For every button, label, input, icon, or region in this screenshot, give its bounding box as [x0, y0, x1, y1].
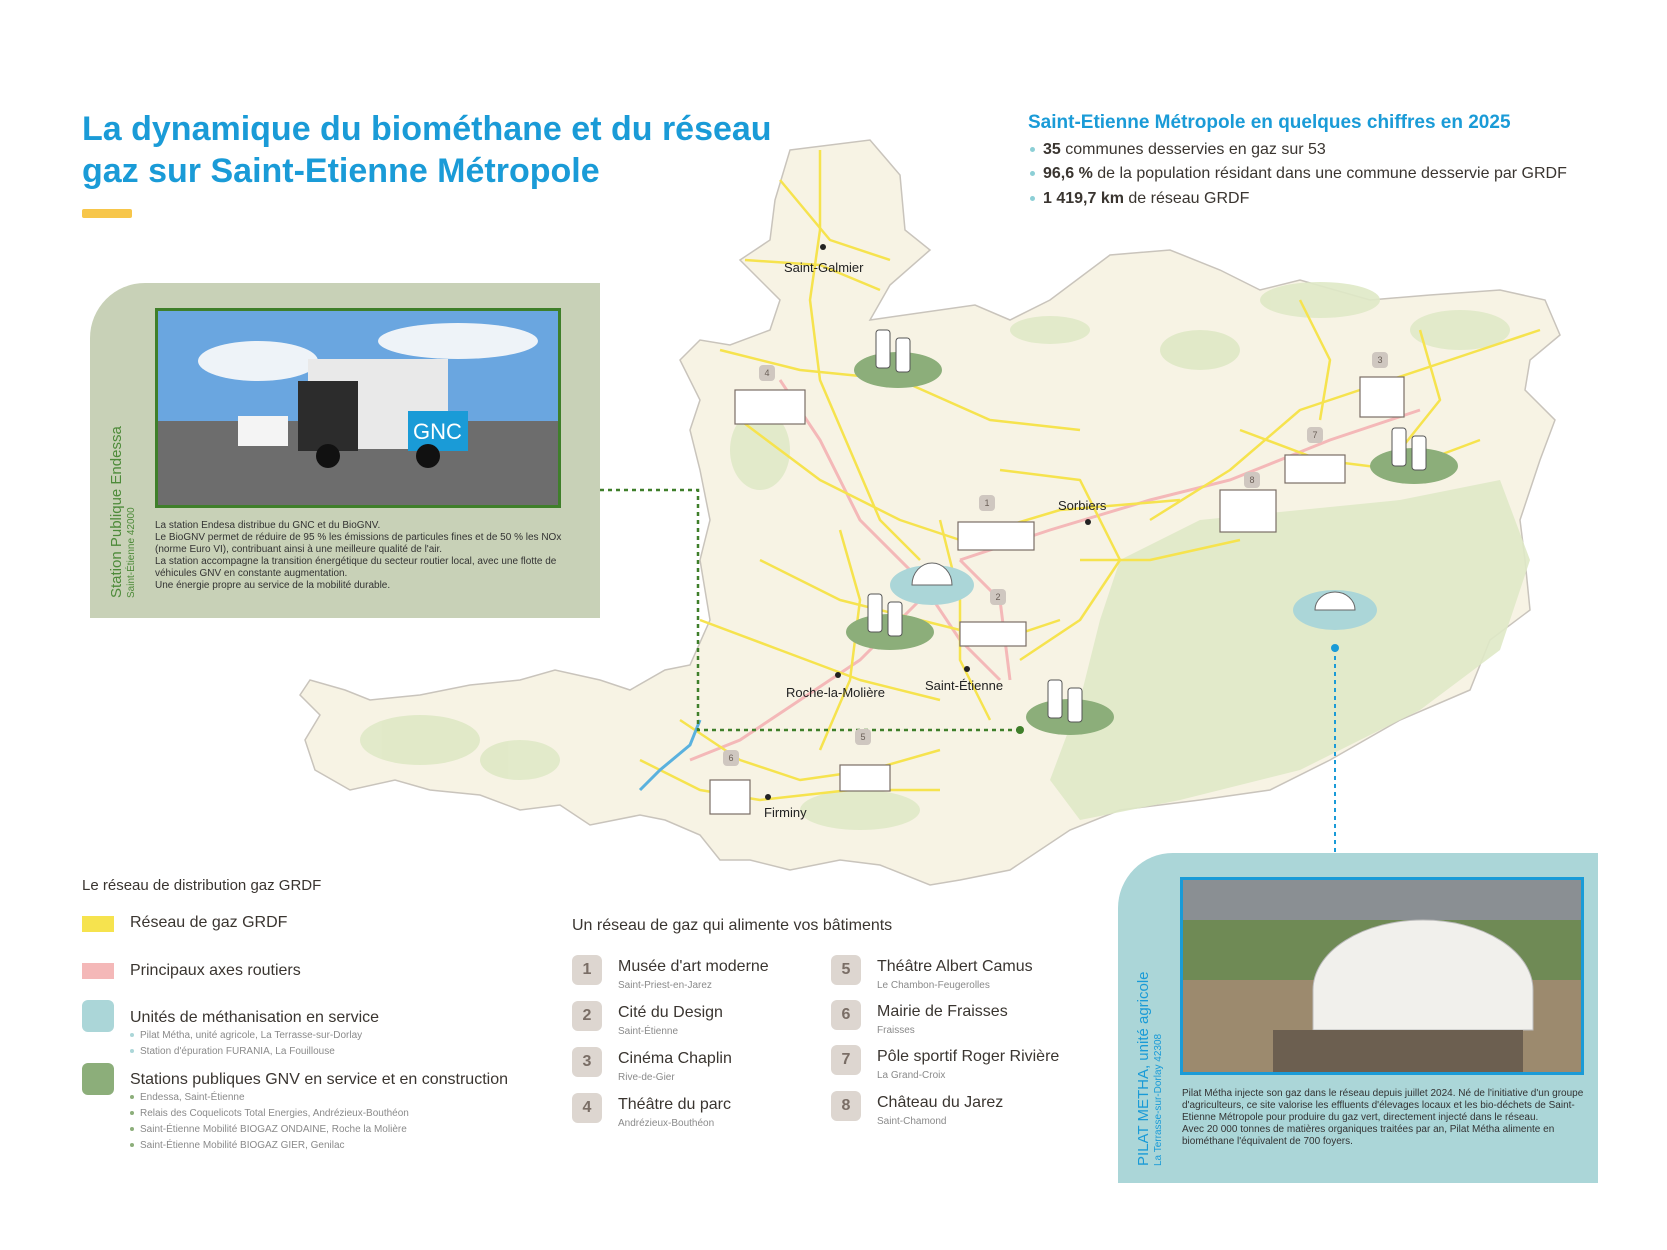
building-icon: [960, 622, 1026, 646]
legend-sub: Saint-Étienne Mobilité BIOGAZ GIER, Genilac: [130, 1140, 345, 1151]
building-place: Rive-de-Gier: [618, 1072, 675, 1083]
stats-title: Saint-Etienne Métropole en quelques chiffres en 2025: [1028, 112, 1511, 133]
building-name: Château du Jarez: [877, 1094, 1004, 1111]
map-number-badge: 4: [759, 365, 775, 381]
building-place: Andrézieux-Bouthéon: [618, 1118, 715, 1129]
map-number-badge: 8: [1244, 472, 1260, 488]
building-place: Saint-Étienne: [618, 1026, 679, 1037]
page-title: La dynamique du biométhane et du réseau gaz sur Saint-Etienne Métropole: [82, 110, 772, 190]
building-place: Le Chambon-Feugerolles: [877, 980, 990, 991]
legend-sub: Endessa, Saint-Étienne: [130, 1092, 245, 1103]
metha-description: Pilat Métha injecte son gaz dans le réseau depuis juillet 2024. Né de l'initiative d'un groupe d'agriculteurs, ce site valorise les effluents d'élevages locaux et les bio-déchets de Saint-Etienne Métropole pour produire du gaz vert, directement injecté dans le réseau. Avec 20 000 tonnes de matières organiques traitées par an, Pilat Métha alimente en biométhane l'équivalent de 700 foyers.: [1182, 1088, 1584, 1147]
legend-swatch-gas: [82, 916, 114, 932]
building-name: Pôle sportif Roger Rivière: [877, 1048, 1060, 1065]
building-place: Saint-Chamond: [877, 1116, 947, 1127]
building-icon: [1220, 490, 1276, 532]
building-icon: [710, 780, 750, 814]
legend-sub: Saint-Étienne Mobilité BIOGAZ ONDAINE, Roche la Molière: [130, 1124, 407, 1135]
building-icon: [1360, 377, 1404, 417]
legend-label: Principaux axes routiers: [130, 962, 301, 979]
legend-sub: Pilat Métha, unité agricole, La Terrasse-sur-Dorlay: [130, 1030, 362, 1041]
stat-item: 35 communes desservies en gaz sur 53: [1030, 141, 1326, 159]
legend-label: Unités de méthanisation en service: [130, 1009, 380, 1026]
city-label: Roche-la-Molière: [786, 685, 885, 700]
building-name: Cinéma Chaplin: [618, 1050, 732, 1067]
building-number: 7: [831, 1045, 861, 1075]
building-name: Théâtre du parc: [618, 1096, 731, 1113]
building-number: 8: [831, 1091, 861, 1121]
map-number-badge: 7: [1307, 427, 1323, 443]
station-description: La station Endesa distribue du GNC et du BioGNV. Le BioGNV permet de réduire de 95 % les émissions de particules fines et de 50 % les NOx (norme Euro VI), contribuant ainsi à une meilleure qualité de l'air. La station accompagne la transition énergétique du secteur routier local, avec une flotte de véhicules GNV en constante augmentation. Une énergie propre au service de la mobilité durable.: [155, 520, 562, 591]
building-number: 2: [572, 1001, 602, 1031]
city-label: Saint-Galmier: [784, 260, 864, 275]
building-name: Musée d'art moderne: [618, 958, 769, 975]
metha-subtitle: La Terrasse-sur-Dorlay 42308: [1153, 1033, 1164, 1166]
legend-label: Réseau de gaz GRDF: [130, 914, 288, 931]
building-place: Fraisses: [877, 1025, 915, 1036]
city-label: Firminy: [764, 805, 807, 820]
metha-photo: [1180, 877, 1584, 1075]
building-number: 5: [831, 955, 861, 985]
building-name: Théâtre Albert Camus: [877, 958, 1033, 975]
metha-title: PILAT METHA, unité agricole: [1135, 971, 1152, 1166]
building-icon: [1285, 455, 1345, 483]
legend-sub: Station d'épuration FURANIA, La Fouillouse: [130, 1046, 335, 1057]
building-icon: [735, 390, 805, 424]
title-underline: [82, 209, 132, 218]
svg-text:GNC: GNC: [413, 419, 462, 444]
buildings-title: Un réseau de gaz qui alimente vos bâtiments: [572, 917, 893, 934]
station-photo: [155, 308, 561, 508]
building-number: 4: [572, 1093, 602, 1123]
map-number-badge: 1: [979, 495, 995, 511]
building-name: Mairie de Fraisses: [877, 1003, 1008, 1020]
legend-title: Le réseau de distribution gaz GRDF: [82, 877, 322, 894]
stat-item: 96,6 % de la population résidant dans une commune desservie par GRDF: [1030, 165, 1567, 183]
station-title: Station Publique Endessa: [108, 426, 125, 598]
building-icon: [840, 765, 890, 791]
legend-swatch-metha: [82, 1000, 114, 1032]
building-name: Cité du Design: [618, 1004, 723, 1021]
map-number-badge: 5: [855, 729, 871, 745]
map-number-badge: 3: [1372, 352, 1388, 368]
legend-swatch-gnv: [82, 1063, 114, 1095]
building-place: La Grand-Croix: [877, 1070, 946, 1081]
building-number: 6: [831, 1000, 861, 1030]
city-label: Sorbiers: [1058, 498, 1107, 513]
station-subtitle: Saint-Étienne 42000: [126, 507, 137, 598]
legend-swatch-roads: [82, 963, 114, 979]
building-number: 3: [572, 1047, 602, 1077]
methanisation-icon: [1293, 590, 1377, 630]
legend-label: Stations publiques GNV en service et en construction: [130, 1071, 508, 1088]
stat-item: 1 419,7 km de réseau GRDF: [1030, 190, 1249, 208]
building-icon: [958, 522, 1034, 550]
city-label: Saint-Étienne: [925, 678, 1004, 693]
building-number: 1: [572, 955, 602, 985]
map-number-badge: 2: [990, 589, 1006, 605]
building-place: Saint-Priest-en-Jarez: [618, 980, 712, 991]
legend-sub: Relais des Coquelicots Total Energies, Andrézieux-Bouthéon: [130, 1108, 409, 1119]
map-number-badge: 6: [723, 750, 739, 766]
